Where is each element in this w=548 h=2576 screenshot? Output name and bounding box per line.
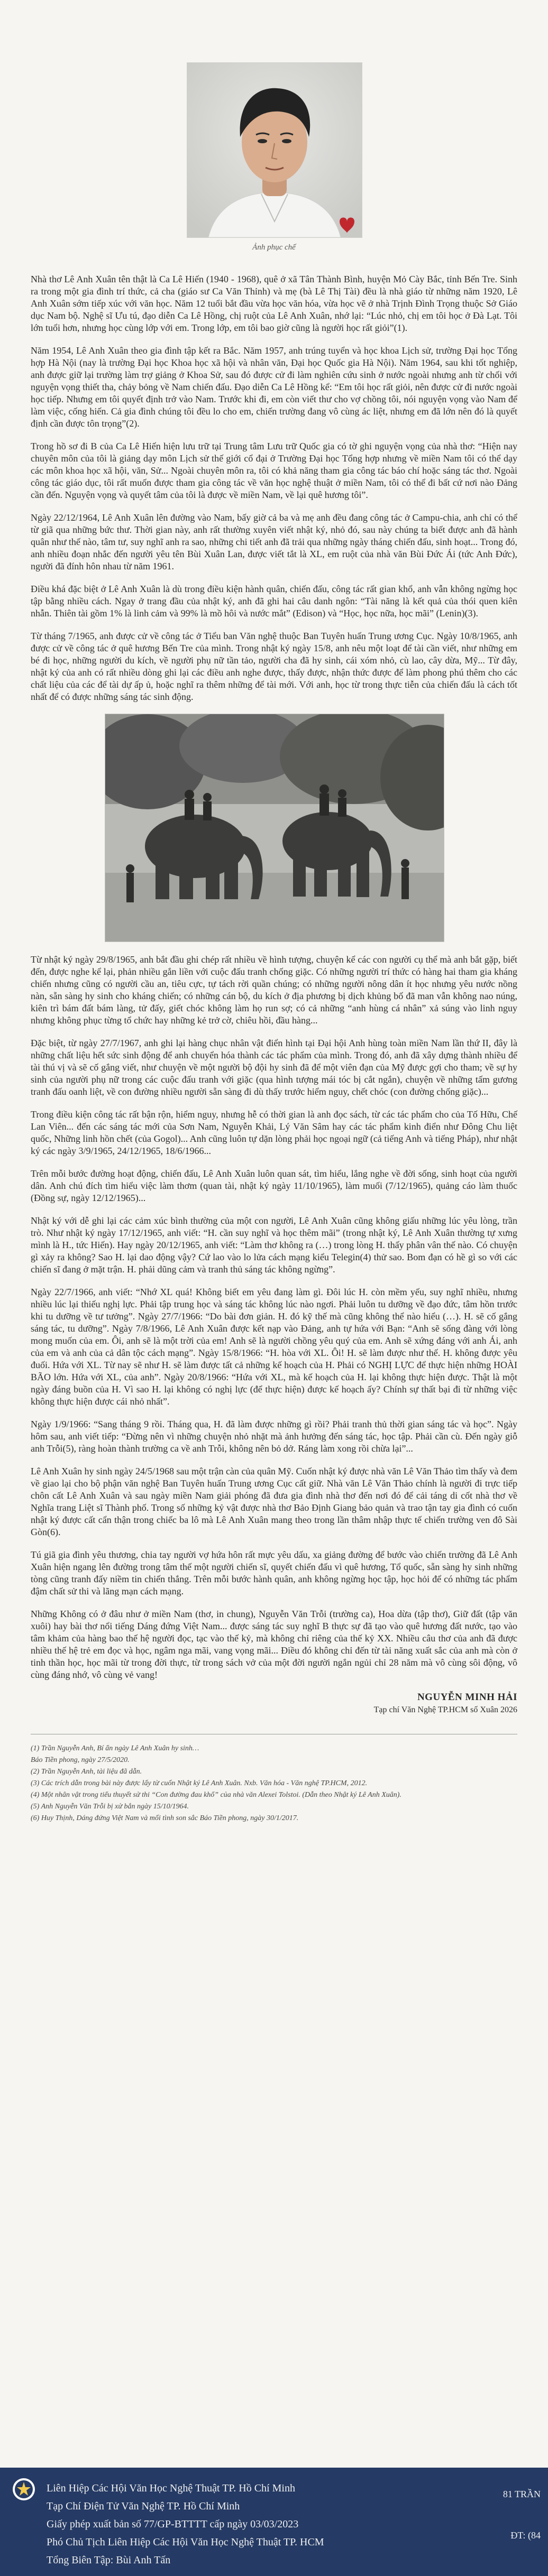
footer-line: Liên Hiệp Các Hội Văn Học Nghệ Thuật TP. Hồ Chí Minh <box>47 2482 295 2494</box>
site-footer <box>0 2468 548 2576</box>
footnote: (6) Huy Thịnh, Dáng đứng Việt Nam và mối tình son sắc Báo Tiền phong, ngày 30/1/2017. <box>31 1814 299 1822</box>
footer-line: Tạp Chí Điện Tử Văn Nghệ TP. Hồ Chí Minh <box>47 2500 240 2512</box>
paragraph: Ngày 22/12/1964, Lê Anh Xuân lên đường vào Nam, bấy giờ cả ba và mẹ anh đều đang công tác ở Campu-chia, anh chỉ có thể từ giã qua những bức thư. Thời gian này, anh rất thường xuyên viết nhật ký, nhỏ đó, sau này chúng ta biết được anh đã hành quân như thế nào, tâm tư, suy nghĩ anh ra sao, những chi tiết anh đã trải qua những ngày tháng chiến đấu, sinh hoạt... Trong đó, anh nhiều đoạn nhắc đến người yêu tên Bùi Xuân Lan, được viết tắt là XL, em ruột của nhà văn Bùi Đức Ái (tức Anh Đức), người đã đính hôn nhau từ năm 1961. <box>31 512 517 571</box>
footnotes <box>31 1734 517 1824</box>
author-publication: Tạp chí Văn Nghệ TP.HCM số Xuân 2026 <box>373 1705 517 1714</box>
paragraph: Những Không có ở đâu như ở miền Nam (thơ, in chung), Nguyễn Văn Trỗi (trường ca), Hoa dừa (tập thơ), Giữ đất (tập văn xuôi) hay bài thơ nổi tiếng Dáng đứng Việt Nam... được sáng tác suy nghĩ B thực sự đã tạo vào quê hương đất nước, tạo vào tâm khảm của hàng bao thế hệ người đọc, tạc vào thế kỷ, mà không chỉ riêng của thế kỷ XX. Nhiều câu thơ của anh đã được nhiều thế hệ trẻ em đọc và học, ngâm nga mãi, vang vọng mãi... Điều đó không chỉ đến từ tài năng xuất sắc của anh mà còn ở tinh thần học, học mãi từ trong đời thực, từ trong sách vở của một đời người ngắn ngủi chỉ 28 năm mà vô cùng sôi động, vô cùng đáng nhớ, vô cùng vẻ vang! <box>31 1609 517 1680</box>
association-logo-icon <box>12 2477 36 2501</box>
portrait-caption: Ảnh phục chế <box>252 243 296 252</box>
article-body <box>31 273 517 1681</box>
portrait-photo <box>187 62 362 238</box>
footnote: (4) Một nhân vật trong tiểu thuyết sử thi “Con đường đau khổ” của nhà văn Alexei Tolstoi. (Dẫn theo Nhật ký Lê Anh Xuân). <box>31 1791 401 1799</box>
paragraph: Lê Anh Xuân hy sinh ngày 24/5/1968 sau một trận càn của quân Mỹ. Cuốn nhật ký được nhà văn Lê Văn Thảo tìm thấy và đem về giao lại cho bộ phận văn nghệ Ban Tuyên huấn Trung ương Cục cất giữ. Nhà văn Lê Văn Thảo chính là người đi trực tiếp chôn cất Lê Anh Xuân và sau ngày miền Nam giải phóng đã đưa gia đình nhà thơ đến nơi đó để cải táng di cốt nhà thơ về Nghĩa trang Liệt sĩ Thành phố. Trong số những kỷ vật được nhà thơ Bảo Định Giang bảo quản và trao tận tay gia đình có cuốn nhật ký được cất cẩn thận trong chiếc ba lô mà Lê Anh Xuân mang theo trong lần thâm nhập thực tế chiến trường ven đô Sài Gòn(6). <box>31 1466 517 1537</box>
paragraph: Đặc biệt, từ ngày 27/7/1967, anh ghi lại hàng chục nhân vật điển hình tại Đại hội Anh hùng toàn miền Nam lần thứ II, đây là những chất liệu hết sức sinh động để anh chuyển hóa thành các tác phẩm của mình. Trong đó, anh đã xây dựng thành nhiều để tài thú vị và sẽ cố gắng viết, như chuyện về một người bộ đội hy sinh đã để một viên đạn của Mỹ được gợi cho tham; về sự hy sinh của người phụ nữ trong các cuộc đấu tranh với giặc (qua hình tượng mái tóc bị cắt ngắn), chuyện về những tấm gương tranh đấu oanh liệt, về con đường nhiều người sẵn sàng đi dù thấy trước hiểm nguy, chết chóc (con đường chống giặc)... <box>31 1038 517 1097</box>
author-name: NGUYỄN MINH HẢI <box>417 1692 517 1703</box>
paragraph: Trong điều kiện công tác rất bận rộn, hiểm nguy, nhưng hễ có thời gian là anh đọc sách, từ các tác phẩm cho của Tố Hữu, Chế Lan Viên... đến các sáng tác mới của Sơn Nam, Nguyễn Khải, Lý Văn Sâm hay các tác phẩm kinh điển như Đông Chu liệt quốc, Những linh hồn chết (của Gogol)... Anh cũng luôn tự dặn lòng phải học ngoại ngữ (cả tiếng Anh và tiếng Pháp), như nhật ký các ngày 3/9/1965, 24/12/1965, 18/6/1966... <box>31 1109 517 1156</box>
paragraph: Ngày 1/9/1966: “Sang tháng 9 rồi. Tháng qua, H. đã làm được những gì rồi? Phải tranh thủ thời gian sáng tác và học”. Ngày hôm sau, anh viết tiếp: “Đừng nên vì những chuyện nhỏ nhặt mà ảnh hưởng đến sáng tác, học tập. Phải cần cù. Đến ngày giỗ anh Trỗi(5), ràng hoàn thành trường ca về anh Trỗi, không nên bỏ dở. Ráng làm xong rồi chừa lại”... <box>31 1419 517 1454</box>
paragraph: Nhà thơ Lê Anh Xuân tên thật là Ca Lê Hiến (1940 - 1968), quê ở xã Tân Thành Bình, huyện Mỏ Cày Bắc, tỉnh Bến Tre. Sinh ra trong một gia đình trí thức, cả cha (giáo sư Ca Văn Thỉnh) và mẹ (bà Lê Thị Tài) đều là nhà giáo từ những năm 1920, Lê Anh Xuân sớm tiếp xúc với văn học. Năm 12 tuổi bắt đầu vừa học văn hóa, vừa học vẽ ở nhà Trịnh Đình Trọng thuộc Sở Giáo dục Nam bộ. Nghệ sĩ Ưu tú, đạo diễn Ca Lê Hồng, chị ruột của Lê Anh Xuân, nhớ lại: “Lúc nhỏ, chị em tôi học ở Đà Lạt. Tôi lớn tuổi hơn, nhưng học cùng lớp với em. Trong lớp, em tôi bao giờ cũng là người học rất giỏi”(1). <box>31 274 517 333</box>
footer-address: 81 TRẦN <box>503 2489 541 2499</box>
portrait-figure <box>187 62 361 252</box>
paragraph: Tú giã gia đình yêu thương, chia tay người vợ hứa hôn rất mực yêu dấu, xa giảng đường để bước vào chiến trường đã Lê Anh Xuân hiện ngang lên đường trong tâm thế một người chiến sĩ, quyết chiến đấu vì quê hương, Tổ quốc, sẵn sàng hy sinh những tòng cũng tranh đấy niềm tin chiến thắng. Trên mỗi bước hành quân, anh không ngừng học tập, học hỏi để có những tác phẩm đậm chất sử thi và lãng mạn cách mạng. <box>31 1549 517 1596</box>
article <box>31 0 517 1824</box>
paragraph: Năm 1954, Lê Anh Xuân theo gia đình tập kết ra Bắc. Năm 1957, anh trúng tuyển và học khoa Lịch sử, trường Đại học Tổng hợp Hà Nội (nay là trường Đại học Khoa học xã hội và nhân văn, Đại học Quốc gia Hà Nội). Năm 1964, sau khi tốt nghiệp, anh được giữ lại trường làm trợ giảng ở Khoa Sử, sau đó được cử đi làm nghiên cứu sinh ở nước ngoài nhưng anh từ chối với nguyện vọng thiết tha, chảy bỏng về Nam chiến đấu. Đạo diễn Ca Lê Hồng kể: “Em tôi học rất giỏi, nên được cử đi nước ngoài học tiếp. Nhưng em tôi quyết định trở vào Nam. Trước khi đi, em còn viết thư cho vợ chồng tôi, nói nguyện vọng vào Nam để làm việc, cống hiến. Cả gia đình chúng tôi đều lo cho em, chiến trường đang vô cùng ác liệt, nhưng em đã lớn nên đó là quyết định cần được tôn trọng”(2). <box>31 345 517 429</box>
paragraph: Từ tháng 7/1965, anh được cử về công tác ở Tiểu ban Văn nghệ thuộc Ban Tuyên huấn Trung ương Cục. Ngày 10/8/1965, anh được cử về công tác ở quê hương Bến Tre của mình. Trong nhật ký ngày 15/8, anh nêu một loạt để tài cần viết, như những em bé đi học, những người du kích, về người phụ nữ tần tảo, người cha đã hy sinh, cái xóm nhỏ, cù lao, cây dừa, Mỹ... Từ đây, nhật ký của anh có rất nhiều dòng ghi lại các điều anh nghe được, thấy được, nhận thức được để làm phong phú thêm cho các chất liệu của các để tài dự ấp ủ, hoặc nghĩ ra thêm những để tài mới. Với anh, học từ trong thực tiễn của chiến đấu là cách tốt nhất để có được những sáng tác sinh động. <box>31 631 517 702</box>
footer-line: Phó Chủ Tịch Liên Hiệp Các Hội Văn Học Nghệ Thuật TP. HCM <box>47 2536 324 2548</box>
footnote: (1) Trần Nguyễn Anh, Bí ẩn ngày Lê Anh Xuân hy sinh… <box>31 1744 199 1752</box>
footnote: (5) Anh Nguyễn Văn Trỗi bị xử bắn ngày 15/10/1964. <box>31 1803 189 1811</box>
footnote: (2) Trần Nguyễn Anh, tài liệu đã dẫn. <box>31 1768 142 1776</box>
footer-line: Giấy phép xuất bản số 77/GP-BTTTT cấp ngày 03/03/2023 <box>47 2518 299 2530</box>
archive-photo-figure <box>105 714 443 942</box>
footer-info <box>47 2479 324 2569</box>
paragraph: Ngày 22/7/1966, anh viết: “Nhớ XL quá! Không biết em yêu đang làm gì. Đôi lúc H. còn mềm yếu, suy nghĩ nhiều, nhưng nhiều lúc lại thiếu nghị lực. Phải tập trung học và sáng tác không lúc nào ngơi. Phải luôn tu dưỡng về đạo đức, tâm hồn trước khi tu dưỡng về tư tưởng”. Ngày 27/7/1966: “Do bài đơn giản. H. đó kỹ thế mà cũng không thể nào hiểu (…). H. sẽ cố gắng sáng tác, tu dưỡng”. Ngày 7/8/1966, Lê Anh Xuân được kết nạp vào Đảng, anh tự hứa với Bạn: “Anh sẽ sống đàng với lòng mong muốn của em. Ôi, anh sẽ là một trời của em! Anh sẽ là người chồng yêu quý của em. Anh sẽ xứng đáng với anh Ái, anh của em và anh của cả dân tộc cách mạng”. Ngày 15/8/1966: “H. hòa với XL. Ôi! H. sẽ làm được như thế. H. không được yêu đuối. Hứa với XL. Từ nay sẽ như H. sẽ làm được tất cả những kế hoạch của H. Phải có NGHỊ LỰC để thực hiện những HOÀI BÃO lớn. Hứa với XL, của anh”. Ngày 20/8/1966: “Hứa với XL, mà kế hoạch của H. lại không thực hiện được. Thật là một ngày đáng buồn của H. Vì sao H. lại không có nghị lực (để thực hiện) được kế hoạch ấy? Chính sự thất bại đi từ những việc không thực hiện được cái nhỏ nhất”. <box>31 1287 517 1407</box>
paragraph: Trong hồ sơ đi B của Ca Lê Hiến hiện lưu trữ tại Trung tâm Lưu trữ Quốc gia có tờ ghi nguyện vọng của nhà thơ: “Hiện nay chuyên môn của tôi là giảng dạy môn Lịch sử thế giới cổ đại ở Trường Đại học Tổng hợp nhưng về miền Nam tôi có thể dạy các môn khoa học xã hội, văn, Sử... Ngoài chuyên môn ra, tôi có khả năng tham gia công tác báo chí hoặc sáng tác thơ. Ngoài công tác giáo dục, tôi rất muốn được tham gia công tác về văn học nghệ thuật ở miền Nam, tôi có thể đi bất cứ nơi nào Đảng cần đến. Nguyện vọng và quyết tâm của tôi là được về miền Nam, về lại quê hương tôi”. <box>31 441 517 500</box>
footnote: Báo Tiền phong, ngày 27/5/2020. <box>31 1756 130 1764</box>
archive-photo <box>105 714 444 942</box>
author-signature <box>31 1692 517 1715</box>
paragraph: Từ nhật ký ngày 29/8/1965, anh bắt đầu ghi chép rất nhiều về hình tượng, chuyện kể các con người cụ thể mà anh bắt gặp, biết đến, được nghe kể lại, phản nhiều gắn liền với cuộc đấu tranh chống giặc. Có những người trí thức có hàng hai tham gia kháng chiến nhưng cũng có người cầu an, tiêu cực, tự tách rời quần chúng; có những người nông dân ít học nhưng yêu nước nồng nàn, sẵn sàng hy sinh cho kháng chiến; có những cán bộ, du kích ở địa phương bị dịch khủng bố đã man vẫn không nao núng, kiên trì bám đất bám làng, tử đấy, giết chóc không làm họ run sợ; có cả những “anh hùng cá nhân” xả súng vào linh nguy nhưng không phục từng tổ chức hay những kẻ trở cờ, chiêu hồi, đầu hàng... <box>31 954 517 1026</box>
paragraph: Trên mỗi bước đường hoạt động, chiến đấu, Lê Anh Xuân luôn quan sát, tìm hiểu, lắng nghe về đời sống, sinh hoạt của người dân. Anh chú đích tìm hiểu việc làm thơm (quan tài, nhật ký ngày 11/10/1965), làm muối (7/12/1965), quảng cáo làm thuốc (Đồng sự, ngày 12/12/1965)... <box>31 1168 517 1203</box>
footnote: (3) Các trích dẫn trong bài này được lấy từ cuốn Nhật ký Lê Anh Xuân. Nxb. Văn hóa - Văn nghệ TP.HCM, 2012. <box>31 1779 368 1787</box>
footer-line: Tổng Biên Tập: Bùi Anh Tấn <box>47 2554 171 2566</box>
footer-phone: ĐT: (84 <box>510 2530 541 2541</box>
paragraph: Điều khá đặc biệt ở Lê Anh Xuân là dù trong điều kiện hành quân, chiến đấu, công tác rất gian khổ, anh vẫn không ngừng học tập bằng nhiều cách. Ngay ở trang đầu của nhật ký, anh đã ghi hai câu danh ngôn: “Tài năng là kết quả của thói quen kiên nhẫn. Thiên tài gồm 1% là linh cảm và 99% là mồ hôi và nước mắt” (Edison) và “Học, học nữa, học mãi” (Lenin)(3). <box>31 584 517 618</box>
paragraph: Nhật ký với dễ ghi lại các cảm xúc bình thường của một con người, Lê Anh Xuân cũng không giấu những lúc yêu lòng, trần trò. Như nhật ký ngày 17/12/1965, anh viết: “H. cần suy nghĩ và học thêm mãi” (trong nhật ký, Lê Anh Xuân thường tự xưng mình là H., tức Hiến). Hay ngày 20/12/1965, anh viết: “Làm thơ không ra (…) trong lòng H. thấy phân vân thế nào. Có chuyện gì xảy ra không? Sao H. lại dao động vậy? Cứ lao vào lo lửa cách mạng kiểu Telegin(4) thử sao. Bom đạn có hề gì so với các chiến sĩ đang ở mặt trận. H. phải dũng cảm và tranh thủ sáng tác không ngừng”. <box>31 1215 517 1275</box>
